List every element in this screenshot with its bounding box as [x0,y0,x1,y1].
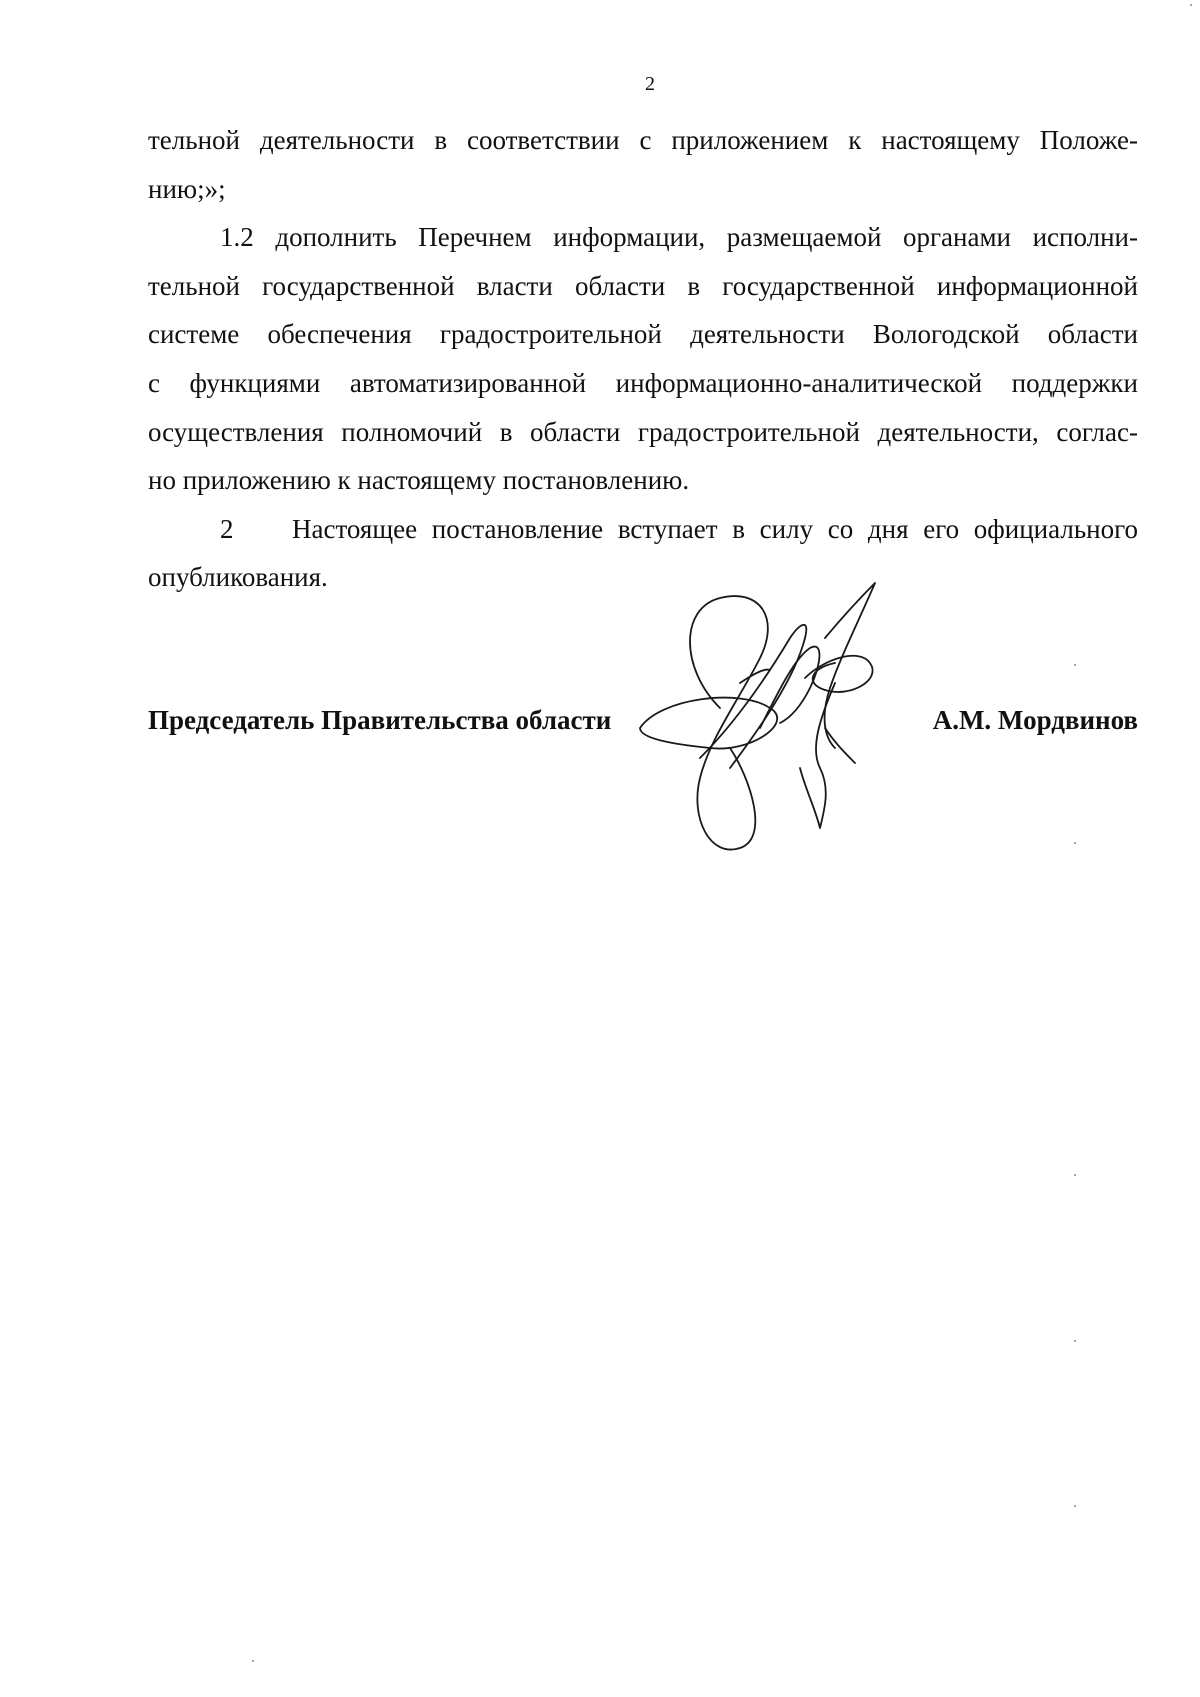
document-body [148,116,1138,602]
body-line: системе обеспечения градостроительной деятельности Вологодской области [148,319,1138,350]
item-2-line [148,505,1138,554]
body-line: 1.2 дополнить Перечнем информации, размещаемой органами исполни- [220,222,1138,253]
body-line: осуществления полномочий в области градостроительной деятельности, соглас- [148,416,1138,447]
body-line: тельной государственной власти области в государственной информационной [148,270,1138,301]
signer-title: Председатель Правительства области [148,705,612,735]
body-line: Настоящее постановление вступает в силу со дня его официального [292,513,1138,544]
item-2-number: 2 [220,513,234,544]
scan-speck [1074,842,1076,844]
body-line: опубликования. [148,562,328,593]
body-line: нию;»; [148,173,226,204]
body-line: тельной деятельности в соответствии с приложением к настоящему Положе- [148,125,1138,155]
signer-name: А.М. Мордвинов [932,705,1138,735]
body-line: с функциями автоматизированной информационно-аналитической поддержки [148,367,1138,398]
handwritten-signature [620,578,940,858]
scan-speck [1074,1174,1076,1176]
scan-speck [1074,1505,1076,1507]
scan-speck [252,1660,254,1662]
scan-speck [1074,664,1076,666]
scan-speck [1074,1340,1076,1342]
body-line: но приложению к настоящему постановлению. [148,465,690,496]
page-number: 2 [645,73,655,95]
scan-speck [1190,4,1192,6]
